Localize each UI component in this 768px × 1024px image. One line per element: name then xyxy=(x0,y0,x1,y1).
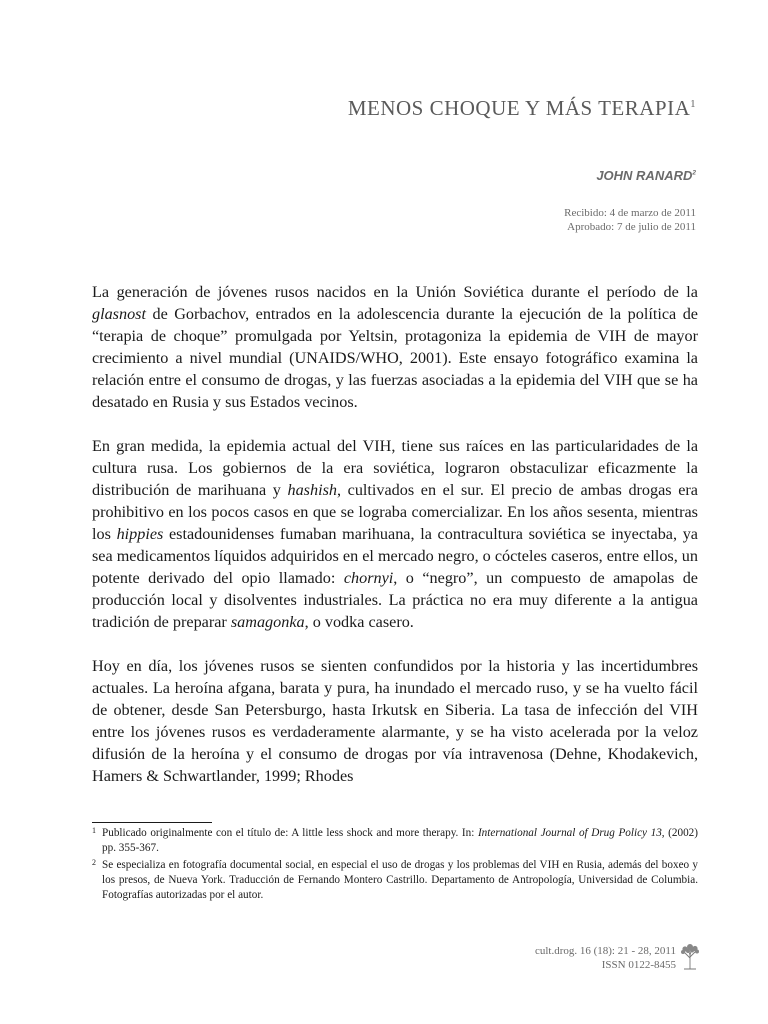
journal-issn: ISSN 0122-8455 xyxy=(601,959,676,971)
page-footer xyxy=(535,944,676,972)
footnote-1 xyxy=(92,826,698,856)
author-name-text: JOHN RANARD xyxy=(596,168,693,183)
paragraph-1 xyxy=(92,281,698,413)
article-title-text: MENOS CHOQUE Y MÁS TERAPIA xyxy=(347,96,691,120)
paragraph-2-text-g: , o “negro”, un compuesto de amapolas de producción local y disolventes industriales. La práctica no era muy diferente a la antigua tradición de preparar xyxy=(92,569,698,631)
footnote-2 xyxy=(92,858,698,903)
paragraph-2 xyxy=(92,435,698,633)
received-date: Recibido: 4 de marzo de 2011 xyxy=(564,207,696,219)
paragraph-2-italic-chornyi: chornyi xyxy=(343,569,394,587)
journal-citation: cult.drog. 16 (18): 21 - 28, 2011 xyxy=(534,945,676,957)
article-title xyxy=(348,96,696,121)
paragraph-2-text-i: , o vodka casero. xyxy=(304,613,414,631)
author-footnote-marker[interactable]: 2 xyxy=(692,169,696,177)
paragraph-2-text-a: En gran medida, la epidemia actual del VIH, tiene sus raíces en las particularidades de la cultura rusa. Los gobiernos de la era soviética, lograron obstaculizar eficazmente la distribución de marihuana y xyxy=(92,437,698,499)
paragraph-3: Hoy en día, los jóvenes rusos se sienten confundidos por la historia y las incertidumbres actuales. La heroína afgana, barata y pura, ha inundado el mercado ruso, y se ha vuelto fácil de obtener, desde San Petersburgo, hasta Irkutsk en Siberia. La tasa de infección del VIH entre los jóvenes rusos es verdaderamente alarmante, y se ha visto acelerada por la veloz difusión de la heroína y el consumo de drogas por vía intravenosa (Dehne, Khodakevich, Hamers & Schwartlander, 1999; Rhodes xyxy=(92,657,698,785)
approved-date: Aprobado: 7 de julio de 2011 xyxy=(567,221,696,233)
paragraph-1-text-c: de Gorbachov, entrados en la adolescencia durante la ejecución de la política de “terapia de choque” promulgada por Yeltsin, protagoniza la epidemia de VIH de mayor crecimiento a nivel mundial (UNAIDS/WHO, 2001). Este ensayo fotográfico examina la relación entre el consumo de drogas, y las fuerzas asociadas a la epidemia del VIH que se ha desatado en Rusia y sus Estados vecinos. xyxy=(92,305,698,411)
tree-icon xyxy=(680,942,700,970)
footnote-1-number: 1 xyxy=(92,826,96,835)
paragraph-2-italic-hashish: hashish xyxy=(287,481,337,499)
paragraph-2-text-c: , cultivados en el sur. El precio de ambas drogas era prohibitivo en los pocos casos en que se lograba comercializar. En los años sesenta, mientras los xyxy=(92,481,698,543)
author-name xyxy=(596,168,696,183)
footnotes xyxy=(92,826,698,905)
footnote-1-text-c: , (2002) pp. 355-367. xyxy=(102,827,699,854)
paragraph-1-text-a: La generación de jóvenes rusos nacidos en la Unión Soviética durante el período de la xyxy=(92,283,698,301)
footnote-divider xyxy=(92,822,212,823)
article-dates xyxy=(564,206,696,234)
footnote-1-text-a: Publicado originalmente con el título de: A little less shock and more therapy. In: xyxy=(102,827,478,839)
paragraph-2-italic-samagonka: samagonka xyxy=(230,613,305,631)
paragraph-2-italic-hippies: hippies xyxy=(116,525,164,543)
paragraph-1-italic-glasnost: glasnost xyxy=(92,305,146,323)
paragraph-2-text-e: estadounidenses fumaban marihuana, la contracultura soviética se inyectaba, ya sea medicamentos líquidos adquiridos en el mercado negro, o cócteles caseros, entre ellos, un potente derivado del opio llamado: xyxy=(92,525,698,587)
footnote-2-number: 2 xyxy=(92,858,96,867)
article-body xyxy=(92,281,698,787)
footnote-1-journal: International Journal of Drug Policy 13 xyxy=(477,827,662,839)
footnote-2-text: Se especializa en fotografía documental social, en especial el uso de drogas y los problemas del VIH en Rusia, además del boxeo y los presos, de Nueva York. Traducción de Fernando Montero Castrillo. Departamento de Antropología, Universidad de Columbia. Fotografías autorizadas por el autor. xyxy=(102,859,698,901)
title-footnote-marker[interactable]: 1 xyxy=(690,99,696,110)
